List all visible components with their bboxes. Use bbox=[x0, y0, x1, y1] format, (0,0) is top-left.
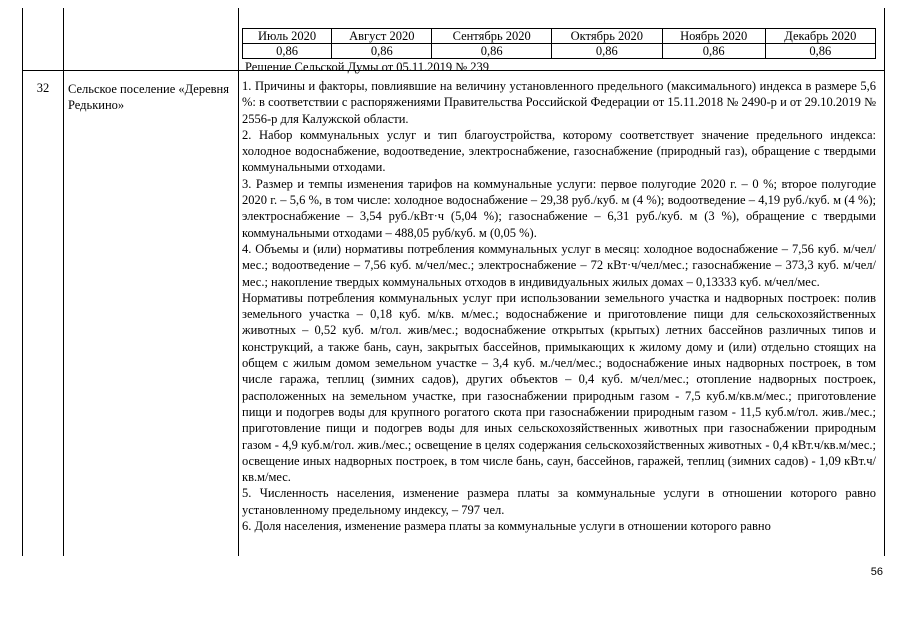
month-header: Сентябрь 2020 bbox=[432, 29, 552, 44]
month-value: 0,86 bbox=[551, 44, 662, 59]
paragraph-norms: Нормативы потребления коммунальных услуг при использовании земельного участка и надворных построек: полив земельного участка – 0,18 куб. м/кв. м/мес.; водоснабжение и приготовление пищи для сельскохозяйственных животных – 0,52 куб. м/гол. жив/мес.; водоснабжение открытых (крытых) летних бассейнов различных типов и конструкций, а также бань, саун, закрытых бассейнов, примыкающих к жилому дому и (или) отдельно стоящих на общем с жилым домом земельном участке – 3,4 куб. м./чел/мес.; водоснабжение иных надворных построек, в том числе гаража, теплиц (зимних садов), других объектов – 0,4 куб. м/чел/мес.; отопление надворных построек, расположенных на земельном участке, при газоснабжении природным газом - 7,5 куб.м/кв.м/мес.; приготовление пищи и подогрев воды для крупного рогатого скота при газоснабжении природным газом - 11,5 куб.м/гол. жив./мес.; приготовление пищи и подогрев воды для иных сельскохозяйственных животных при газоснабжении природным газом - 4,9 куб.м/гол. жив./мес.; освещение в целях содержания сельскохозяйственных животных - 0,4 кВт.ч/кв.м/мес.; освещение иных надворных построек, в том числе бань, саун, бассейнов, гаражей, теплиц (зимних садов) - 1,09 кВт.ч/кв.м/мес. bbox=[242, 290, 876, 485]
paragraph-2: 2. Набор коммунальных услуг и тип благоустройства, которому соответствует значение предельного индекса: холодное водоснабжение, водоотведение, электроснабжение, газоснабжение (природный газ), обращение с твердыми коммунальными отходами. bbox=[242, 127, 876, 175]
month-header: Ноябрь 2020 bbox=[662, 29, 765, 44]
monthly-index-table bbox=[242, 28, 876, 59]
months-value-row bbox=[243, 44, 876, 59]
prev-decision-text: Решение Сельской Думы от 05.11.2019 № 239 bbox=[245, 60, 490, 74]
document-table bbox=[22, 8, 885, 556]
column-divider-2 bbox=[238, 8, 239, 556]
page-number: 56 bbox=[870, 566, 883, 578]
month-header: Август 2020 bbox=[332, 29, 432, 44]
paragraph-5: 5. Численность населения, изменение размера платы за коммунальные услуги в отношении которого равно установленному предельному индексу, – 797 чел. bbox=[242, 486, 876, 517]
paragraph-4: 4. Объемы и (или) нормативы потребления коммунальных услуг в месяц: холодное водоснабжение – 7,56 куб. м/чел/мес.; водоотведение – 7,56 куб. м/чел/мес.; электроснабжение – 72 кВт·ч/чел/мес.; газоснабжение – 373,3 куб. м/чел/мес.; накопление твердых коммунальных отходов в индивидуальных жилых домах – 0,13333 куб. м/чел/мес. bbox=[242, 241, 876, 289]
month-value: 0,86 bbox=[243, 44, 332, 59]
month-value: 0,86 bbox=[662, 44, 765, 59]
column-divider-1 bbox=[63, 8, 64, 556]
months-header-row bbox=[243, 29, 876, 44]
month-header: Июль 2020 bbox=[243, 29, 332, 44]
paragraph-6: 6. Доля населения, изменение размера платы за коммунальные услуги в отношении которого равно bbox=[242, 519, 771, 534]
month-header: Октябрь 2020 bbox=[551, 29, 662, 44]
month-header: Декабрь 2020 bbox=[765, 29, 875, 44]
paragraph-1: 1. Причины и факторы, повлиявшие на величину установленного предельного (максимального) индекса в размере 5,6 %: в соответствии с распоряжениями Правительства Российской Федерации от 15.11.2018 № 2490-р и от 29.10.2019 № 2556-р для Калужской области. bbox=[242, 79, 876, 126]
row-content bbox=[242, 78, 876, 534]
month-value: 0,86 bbox=[765, 44, 875, 59]
month-value: 0,86 bbox=[332, 44, 432, 59]
row-number: 32 bbox=[36, 81, 50, 95]
settlement-name: Сельское поселение «Деревня Редькино» bbox=[68, 82, 229, 112]
paragraph-3: 3. Размер и темпы изменения тарифов на коммунальные услуги: первое полугодие 2020 г. – 0 %; второе полугодие 2020 г. – 5,6 %, в том числе: холодное водоснабжение – 29,38 руб./куб. м (4 %); водоотведение – 4,19 руб./куб. м (4 %); электроснабжение – 3,54 руб./кВт·ч (5,04 %); газоснабжение – 6,31 руб./куб. м (3 %), обращение с твердыми коммунальными отходами – 488,05 руб/куб. м (0,05 %). bbox=[242, 176, 876, 240]
month-value: 0,86 bbox=[432, 44, 552, 59]
